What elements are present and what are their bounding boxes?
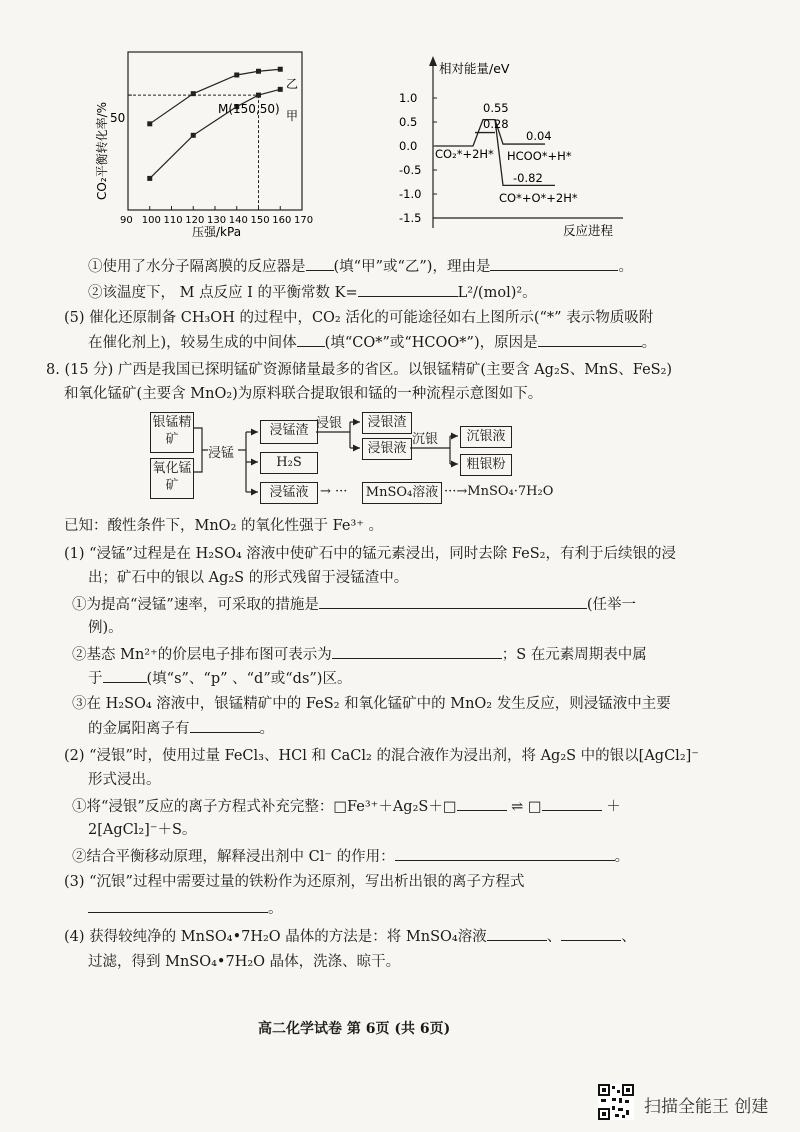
blank-cl-role[interactable]	[395, 846, 615, 861]
label-step1: 浸锰	[208, 446, 235, 461]
x-tick-label: 90	[120, 215, 133, 226]
series-label-jia: 甲	[286, 109, 299, 123]
q8-p1c: ①为提高“浸锰”速率，可采取的措施是 (任举一	[72, 594, 636, 615]
blank-cause[interactable]	[538, 332, 642, 347]
label-step3: 沉银	[412, 432, 439, 447]
box-ore1: 银锰精矿	[150, 412, 194, 453]
x-tick-label: 160	[272, 215, 292, 226]
x-tick-label: 150	[250, 215, 270, 226]
data-point	[278, 87, 283, 92]
q8-p2c: ①将“浸银”反应的离子方程式补充完整：□Fe³⁺＋Ag₂S＋□ ⇌ □ ＋	[72, 796, 621, 817]
energy-y-label: 相对能量/eV	[439, 61, 510, 76]
energy-x-label: 反应进程	[563, 223, 614, 238]
blank-ag-eq[interactable]	[88, 898, 268, 913]
data-point	[147, 176, 152, 181]
page-footer: 高二化学试卷 第 6页 (共 6页)	[258, 1021, 451, 1037]
blank-step2[interactable]	[561, 926, 621, 941]
box-ore2: 氧化锰矿	[150, 458, 194, 499]
q8-p3b: 。	[88, 898, 283, 919]
blank-electron[interactable]	[332, 644, 502, 659]
q8-head2: 和氧化锰矿(主要含 MnO₂)为原料联合提取银和锰的一种流程示意图如下。	[64, 386, 543, 402]
energy-y-tick-label: 0.5	[399, 115, 418, 129]
label-step2: 浸银	[316, 416, 343, 431]
box-yinzha: 浸银渣	[362, 412, 412, 434]
box-cufen: 粗银粉	[460, 454, 512, 476]
m-annotation: M(150,50)	[218, 102, 280, 116]
level-label-co2: CO₂*+2H*	[435, 147, 494, 161]
q8-p1a: (1) “浸锰”过程是在 H₂SO₄ 溶液中使矿石中的锰元素浸出，同时去除 FeS₂，有利于后续银的浸	[64, 546, 676, 562]
watermark: 扫描全能王 创建	[644, 1097, 769, 1117]
box-yinye: 浸银液	[362, 438, 412, 460]
level-label-028: 0.28	[483, 117, 509, 131]
energy-y-tick-label: -0.5	[399, 163, 422, 177]
box-chenye: 沉银液	[460, 426, 512, 448]
x-tick-label: 140	[228, 215, 248, 226]
q7-line2: ②该温度下， M 点反应 I 的平衡常数 K= L²/(mol)²。	[88, 282, 537, 303]
q7-p5a: (5) 催化还原制备 CH₃OH 的过程中，CO₂ 活化的可能途径如右上图所示(“*” 表示物质吸附	[64, 310, 654, 326]
blank-cations[interactable]	[190, 718, 260, 733]
data-point	[256, 69, 261, 74]
data-point	[147, 121, 152, 126]
level-label-055: 0.55	[483, 101, 509, 115]
q8-head: 8. (15 分) 广西是我国已探明锰矿资源储量最多的省区。以银锰精矿(主要含 Ag₂S、MnS、FeS₂)	[46, 362, 673, 378]
q8-p1b: 出；矿石中的银以 Ag₂S 的形式残留于浸锰渣中。	[88, 570, 409, 586]
q8-p4a: (4) 获得较纯净的 MnSO₄•7H₂O 晶体的方法是：将 MnSO₄溶液 、 、	[64, 926, 636, 947]
data-point	[191, 133, 196, 138]
energy-y-tick-label: -1.5	[399, 211, 422, 225]
x-tick-label: 110	[163, 215, 183, 226]
x-tick-label: 130	[207, 215, 227, 226]
x-tick-label: 170	[294, 215, 314, 226]
qr-code-icon	[598, 1084, 634, 1120]
y-axis-label: CO₂平衡转化率/%	[95, 101, 109, 200]
flowchart	[150, 408, 570, 508]
level-value-004: 0.04	[526, 129, 552, 143]
box-zha: 浸锰渣	[260, 420, 318, 444]
data-point	[234, 72, 239, 77]
q7-line1: ①使用了水分子隔离膜的反应器是 (填“甲”或“乙”)，理由是 。	[88, 256, 633, 277]
box-mnso4: MnSO₄溶液	[362, 482, 442, 504]
energy-y-tick-label: 1.0	[399, 91, 418, 105]
conversion-chart	[90, 40, 330, 240]
label-dots2: ···→MnSO₄·7H₂O	[444, 484, 554, 499]
q8-p1d: 例)。	[88, 620, 123, 636]
blank-reactor[interactable]	[306, 256, 334, 271]
q8-p2e: ②结合平衡移动原理，解释浸出剂中 Cl⁻ 的作用： 。	[72, 846, 629, 867]
blank-reason[interactable]	[490, 256, 618, 271]
blank-rate[interactable]	[319, 594, 587, 609]
energy-y-tick-label: -1.0	[399, 187, 422, 201]
label-dots: → ···	[320, 484, 348, 499]
q8-p1h: 的金属阳离子有 。	[88, 718, 274, 739]
blank-step1[interactable]	[487, 926, 547, 941]
data-point	[278, 67, 283, 72]
blank-block[interactable]	[103, 668, 147, 683]
q7-p5b: 在催化剂上)，较易生成的中间体 (填“CO*”或“HCOO*”)，原因是 。	[88, 332, 656, 353]
x-tick-label: 100	[141, 215, 161, 226]
energy-y-tick-label: 0.0	[399, 139, 418, 153]
x-tick-label: 120	[185, 215, 205, 226]
q8-p2b: 形式浸出。	[88, 772, 161, 788]
q8-p4b: 过滤，得到 MnSO₄•7H₂O 晶体，洗涤、晾干。	[88, 954, 401, 970]
box-ye: 浸锰液	[260, 482, 318, 504]
blank-k[interactable]	[358, 282, 458, 297]
energy-profile-chart	[395, 50, 635, 240]
q8-p3a: (3) “沉银”过程中需要过量的铁粉作为还原剂，写出析出银的离子方程式	[64, 874, 525, 890]
level-label-co: CO*+O*+2H*	[499, 191, 578, 205]
conversion-plot-frame	[128, 52, 302, 210]
series-label-yi: 乙	[286, 77, 299, 91]
y-tick-50: 50	[110, 111, 126, 125]
q8-known: 已知：酸性条件下，MnO₂ 的氧化性强于 Fe³⁺ 。	[64, 518, 384, 534]
blank-eq1[interactable]	[457, 796, 507, 811]
x-axis-label: 压强/kPa	[192, 225, 242, 239]
q8-p1f: 于 (填“s”、“p” 、“d”或“ds”)区。	[88, 668, 351, 689]
q8-p2d: 2[AgCl₂]⁻＋S。	[88, 822, 197, 838]
level-label-hcoo: HCOO*+H*	[507, 149, 572, 163]
level-value-082: -0.82	[513, 171, 543, 185]
q8-p1e: ②基态 Mn²⁺的价层电子排布图可表示为 ；S 在元素周期表中属	[72, 644, 647, 665]
q8-p2a: (2) “浸银”时，使用过量 FeCl₃、HCl 和 CaCl₂ 的混合液作为浸出剂，将 Ag₂S 中的银以[AgCl₂]⁻	[64, 748, 699, 764]
energy-y-arrow	[429, 56, 437, 66]
blank-intermediate[interactable]	[297, 332, 325, 347]
q8-p1g: ③在 H₂SO₄ 溶液中，银锰精矿中的 FeS₂ 和氧化锰矿中的 MnO₂ 发生反应，则浸锰液中主要	[72, 696, 671, 712]
box-h2s: H₂S	[260, 452, 318, 474]
blank-eq2[interactable]	[542, 796, 602, 811]
